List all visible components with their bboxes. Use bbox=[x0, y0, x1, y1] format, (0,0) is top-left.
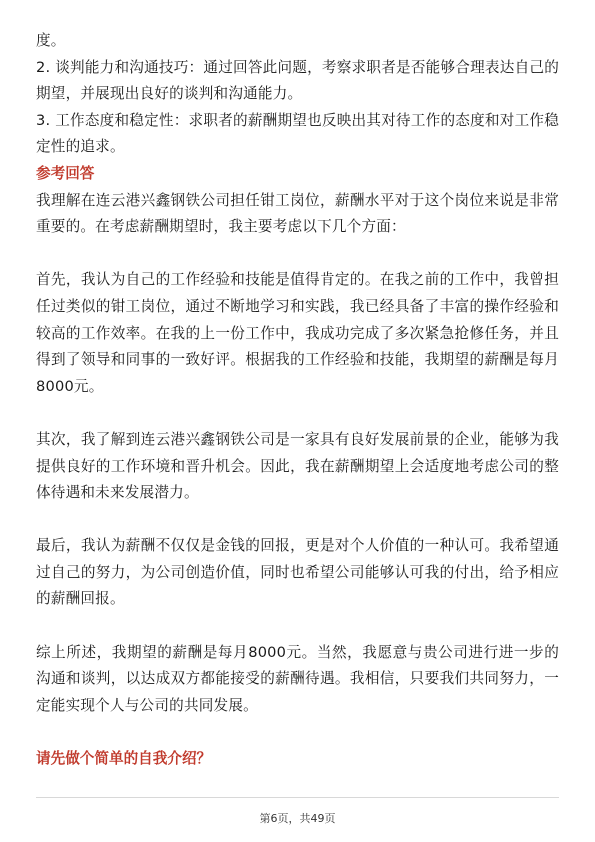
paragraph-spacer bbox=[36, 613, 559, 640]
page-content bbox=[36, 28, 559, 773]
page-number: 第6页，共49页 bbox=[259, 812, 336, 825]
answer-paragraph: 首先，我认为自己的工作经验和技能是值得肯定的。在我之前的工作中，我曾担任过类似的钳工岗位，通过不断地学习和实践，我已经具备了丰富的操作经验和较高的工作效率。在我的上一份工作中，我成功完成了多次紧急抢修任务，并且得到了领导和同事的一致好评。根据我的工作经验和技能，我期望的薪酬是每月8000元。 bbox=[36, 271, 559, 395]
reference-answer-heading: 参考回答 bbox=[36, 164, 95, 182]
answer-paragraph: 我理解在连云港兴鑫钢铁公司担任钳工岗位，薪酬水平对于这个岗位来说是非常重要的。在考虑薪酬期望时，我主要考虑以下几个方面： bbox=[36, 191, 559, 236]
next-question-heading: 请先做个简单的自我介绍？ bbox=[36, 750, 212, 768]
answer-paragraph: 最后，我认为薪酬不仅仅是金钱的回报，更是对个人价值的一种认可。我希望通过自己的努力，为公司创造价值，同时也希望公司能够认可我的付出，给予相应的薪酬回报。 bbox=[36, 537, 559, 608]
answer-paragraph: 综上所述，我期望的薪酬是每月8000元。当然，我愿意与贵公司进行进一步的沟通和谈判，以达成双方都能接受的薪酬待遇。我相信，只要我们共同努力，一定能实现个人与公司的共同发展。 bbox=[36, 643, 559, 714]
continuation-text: 度。 bbox=[36, 32, 66, 49]
paragraph-spacer bbox=[36, 400, 559, 427]
answer-paragraph: 其次，我了解到连云港兴鑫钢铁公司是一家具有良好发展前景的企业，能够为我提供良好的工作环境和晋升机会。因此，我在薪酬期望上会适度地考虑公司的整体待遇和未来发展潜力。 bbox=[36, 430, 559, 502]
footer-divider bbox=[36, 797, 559, 798]
evaluation-point: 2. 谈判能力和沟通技巧：通过回答此问题，考察求职者是否能够合理表达自己的期望，并展现出良好的谈判和沟通能力。 bbox=[36, 58, 559, 103]
paragraph-spacer bbox=[36, 719, 559, 746]
evaluation-point: 3. 工作态度和稳定性：求职者的薪酬期望也反映出其对待工作的态度和对工作稳定性的追求。 bbox=[36, 111, 559, 156]
paragraph-spacer bbox=[36, 241, 559, 268]
paragraph-spacer bbox=[36, 507, 559, 534]
